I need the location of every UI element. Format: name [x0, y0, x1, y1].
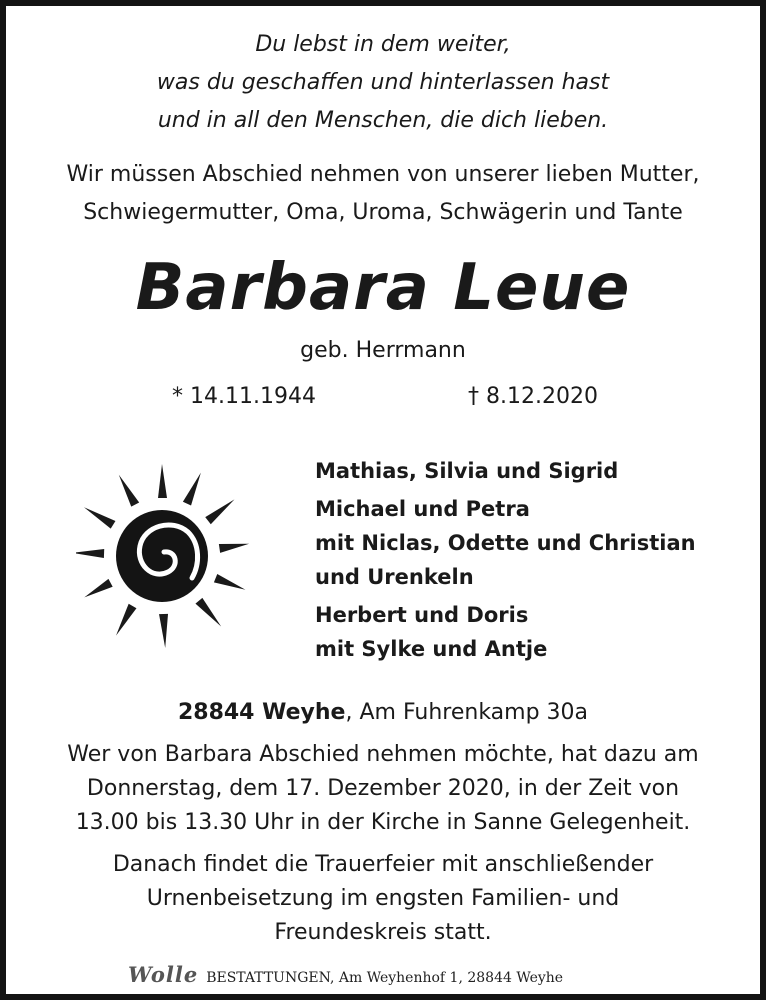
family-line: Mathias, Silvia und Sigrid: [315, 459, 619, 483]
poem: [6, 26, 760, 140]
intro-line: Wir müssen Abschied nehmen von unserer lieben Mutter,: [66, 162, 700, 187]
poem-line: und in all den Menschen, die dich lieben.: [157, 108, 609, 133]
family-group: [315, 454, 696, 488]
family-group: [315, 598, 696, 666]
family-group: [315, 492, 696, 594]
birth-date: * 14.11.1944: [172, 384, 316, 409]
address-street: , Am Fuhrenkamp 30a: [345, 700, 589, 725]
farewell-line: Wer von Barbara Abschied nehmen möchte, hat dazu am: [67, 742, 699, 767]
farewell-line: 13.00 bis 13.30 Uhr in der Kirche in Sanne Gelegenheit.: [75, 810, 691, 835]
ceremony-text: [6, 848, 760, 950]
farewell-line: Donnerstag, dem 17. Dezember 2020, in der Zeit von: [86, 776, 680, 801]
intro-line: Schwiegermutter, Oma, Uroma, Schwägerin und Tante: [83, 200, 683, 225]
ceremony-line: Urnenbeisetzung im engsten Familien- und: [146, 886, 620, 911]
poem-line: was du geschaffen und hinterlassen hast: [156, 70, 610, 95]
family-line: mit Sylke und Antje: [315, 637, 548, 661]
maiden-name: geb. Herrmann: [300, 338, 466, 363]
family-line: mit Niclas, Odette und Christian: [315, 531, 696, 555]
family-line: und Urenkeln: [315, 565, 474, 589]
undertaker-text: BESTATTUNGEN, Am Weyhenhof 1, 28844 Weyhe: [206, 970, 564, 986]
undertaker-footer: [128, 962, 563, 991]
family-line: Herbert und Doris: [315, 603, 529, 627]
family-line: Michael und Petra: [315, 497, 530, 521]
sun-icon: [76, 458, 256, 648]
ceremony-line: Freundeskreis statt.: [274, 920, 492, 945]
intro-text: [6, 156, 760, 232]
address: [6, 696, 760, 730]
family-list: [315, 454, 696, 670]
address-place: 28844 Weyhe: [177, 700, 346, 725]
undertaker-logo: Wolle: [128, 962, 199, 987]
ceremony-line: Danach findet die Trauerfeier mit anschließender: [112, 852, 654, 877]
deceased-name: Barbara Leue: [135, 251, 631, 325]
death-date: † 8.12.2020: [468, 384, 598, 409]
farewell-text: [6, 738, 760, 840]
poem-line: Du lebst in dem weiter,: [255, 32, 511, 57]
